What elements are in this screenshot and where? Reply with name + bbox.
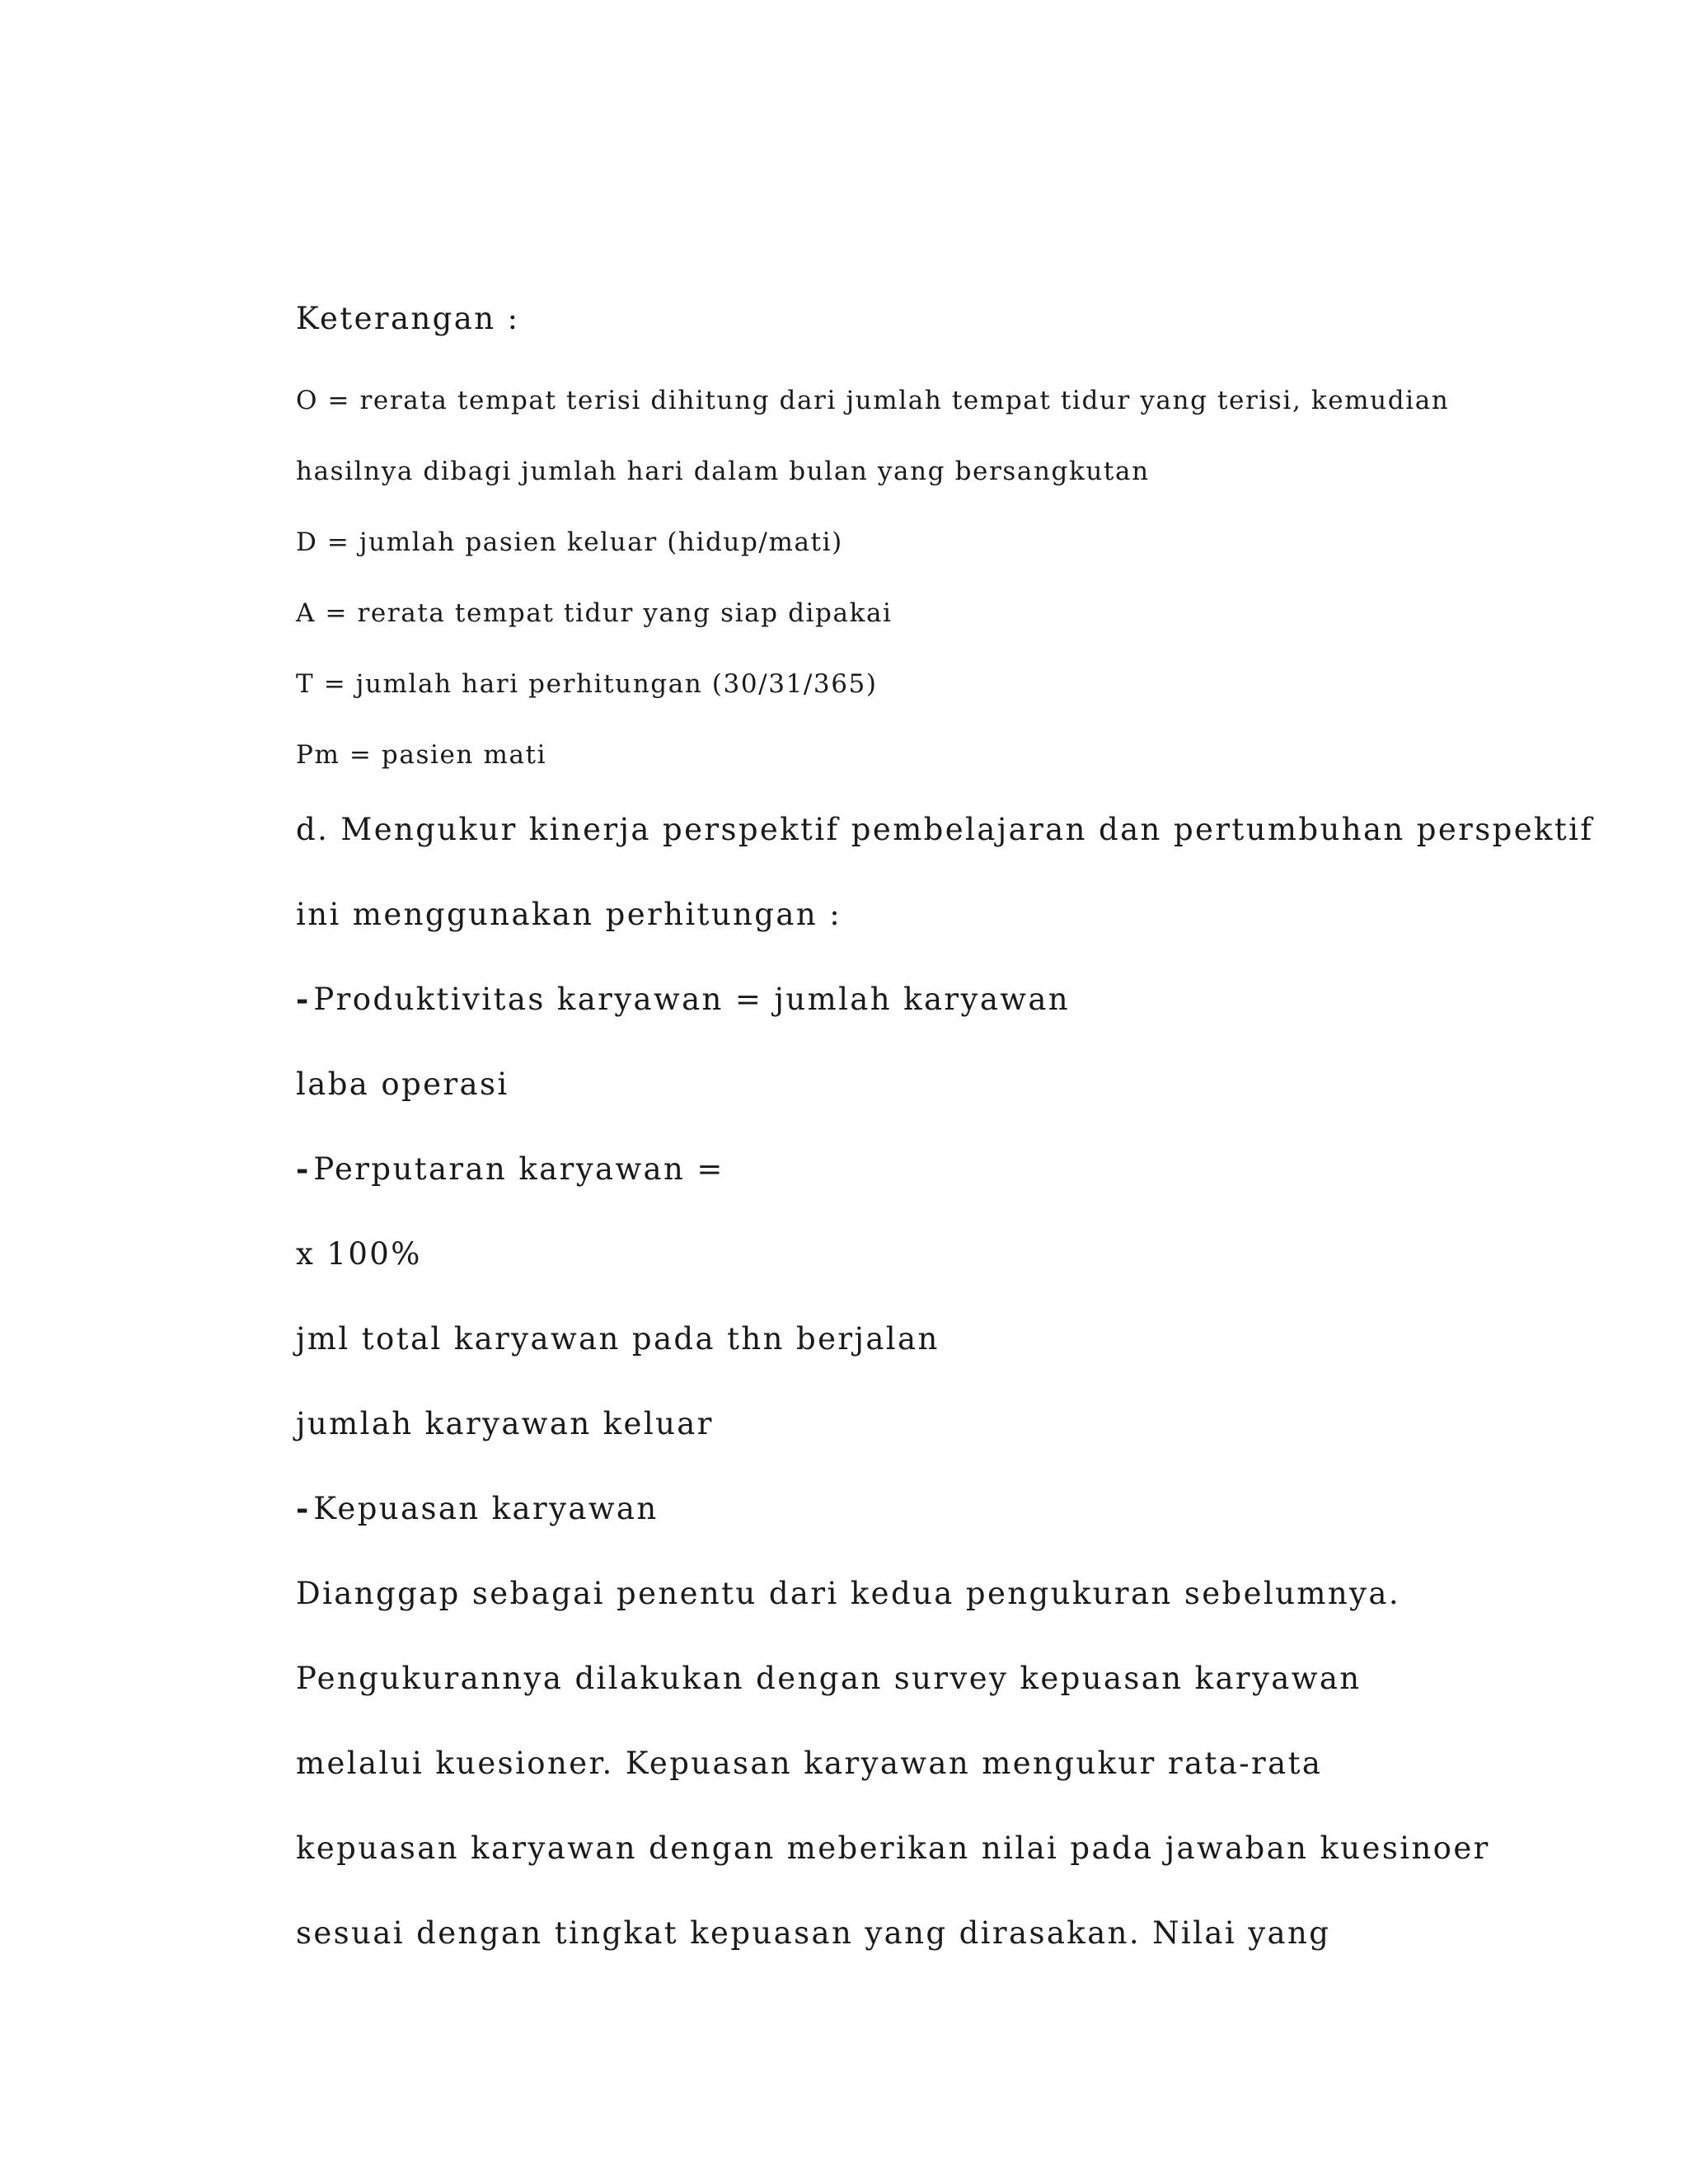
legend-line-t: T = jumlah hari perhitungan (30/31/365): [296, 669, 878, 699]
legend-line-pm: Pm = pasien mati: [296, 740, 547, 770]
turnover-label: Perputaran karyawan =: [313, 1151, 724, 1187]
turnover-numerator: jumlah karyawan keluar: [296, 1406, 714, 1441]
bullet-dash: -: [296, 1490, 309, 1526]
satisfaction-label: Kepuasan karyawan: [313, 1491, 659, 1526]
legend-line-a: A = rerata tempat tidur yang siap dipakai: [296, 598, 893, 628]
section-d-heading-continued: ini menggunakan perhitungan :: [296, 897, 842, 932]
bullet-dash: -: [296, 1151, 309, 1187]
productivity-label: Produktivitas karyawan = jumlah karyawan: [313, 982, 1071, 1017]
productivity-numerator: laba operasi: [296, 1066, 509, 1102]
bullet-dash: -: [296, 981, 309, 1017]
legend-line-o-continued: hasilnya dibagi jumlah hari dalam bulan yang bersangkutan: [296, 457, 1150, 486]
legend-line-o: O = rerata tempat terisi dihitung dari jumlah tempat tidur yang terisi, kemudian: [296, 386, 1450, 415]
legend-line-d: D = jumlah pasien keluar (hidup/mati): [296, 527, 843, 557]
legend-heading: Keterangan :: [296, 301, 520, 336]
productivity-formula: [296, 981, 1071, 1017]
turnover-denominator: jml total karyawan pada thn berjalan: [296, 1321, 940, 1357]
satisfaction-paragraph-line: sesuai dengan tingkat kepuasan yang dirasakan. Nilai yang: [296, 1915, 1331, 1951]
satisfaction-paragraph-line: kepuasan karyawan dengan meberikan nilai pada jawaban kuesinoer: [296, 1830, 1490, 1866]
satisfaction-paragraph-line: Pengukurannya dilakukan dengan survey kepuasan karyawan: [296, 1661, 1362, 1696]
satisfaction-paragraph-line: melalui kuesioner. Kepuasan karyawan mengukur rata-rata: [296, 1746, 1323, 1781]
satisfaction-paragraph-line: Dianggap sebagai penentu dari kedua pengukuran sebelumnya.: [296, 1576, 1400, 1611]
turnover-multiplier: x 100%: [296, 1236, 422, 1272]
satisfaction-heading: [296, 1490, 659, 1526]
turnover-formula: [296, 1151, 724, 1187]
section-d-heading: d. Mengukur kinerja perspektif pembelajaran dan pertumbuhan perspektif: [296, 812, 1594, 847]
